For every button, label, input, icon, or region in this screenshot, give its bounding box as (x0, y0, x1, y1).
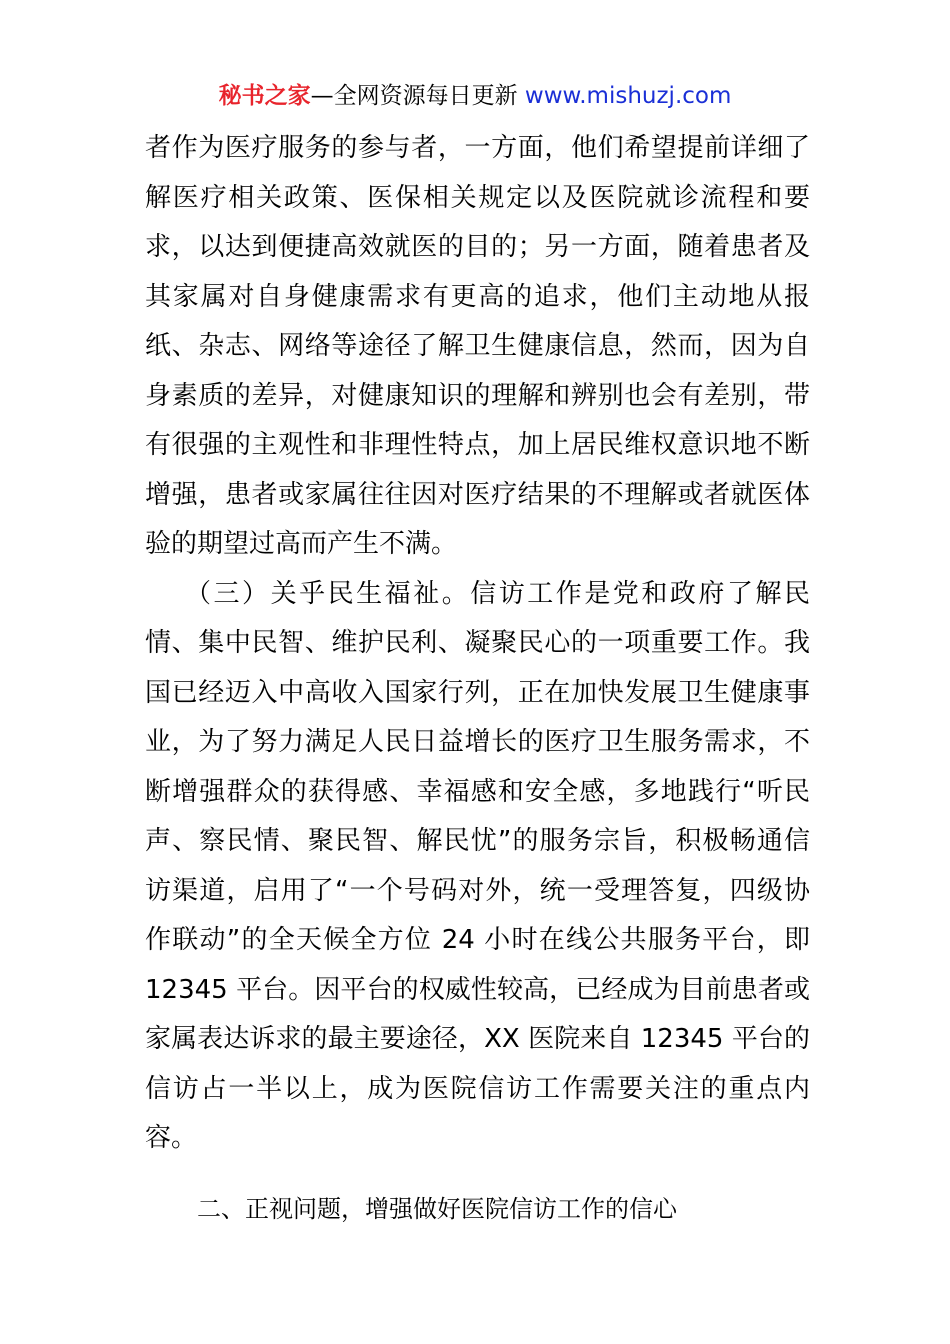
text-line: 家属表达诉求的最主要途径，XX 医院来自 12345 平台的 (145, 1024, 810, 1054)
text-line: 解医疗相关政策、医保相关规定以及医院就诊流程和要 (145, 182, 810, 213)
text-line: 国已经迈入中高收入国家行列，正在加快发展卫生健康事 (145, 677, 810, 708)
text-line: 断增强群众的获得感、幸福感和安全感，多地践行“听民 (145, 776, 810, 807)
text-line: 作联动”的全天候全方位 24 小时在线公共服务平台，即 (145, 925, 810, 955)
paragraph-public-welfare (145, 570, 810, 1164)
text-line: 12345 平台。因平台的权威性较高，已经成为目前患者或 (145, 974, 810, 1005)
text-line: （三）关乎民生福祉。信访工作是党和政府了解民 (185, 578, 810, 609)
header-tagline: —全网资源每日更新 (310, 83, 518, 109)
text-line: 声、察民情、聚民智、解民忧”的服务宗旨，积极畅通信 (145, 826, 810, 856)
text-line: 业，为了努力满足人民日益增长的医疗卫生服务需求，不 (145, 727, 810, 757)
text-line: 者作为医疗服务的参与者，一方面，他们希望提前详细了 (145, 133, 810, 163)
text-line: 访渠道，启用了“一个号码对外，统一受理答复，四级协 (145, 875, 810, 906)
text-line: 增强，患者或家属往往因对医疗结果的不理解或者就医体 (145, 479, 810, 510)
site-header (0, 80, 950, 112)
text-line: 有很强的主观性和非理性特点，加上居民维权意识地不断 (145, 430, 810, 460)
text-line: 求，以达到便捷高效就医的目的；另一方面，随着患者及 (145, 232, 810, 262)
text-line: 容。 (145, 1123, 198, 1153)
text-line: 情、集中民智、维护民利、凝聚民心的一项重要工作。我 (145, 628, 810, 658)
section-heading: 二、正视问题，增强做好医院信访工作的信心 (197, 1194, 677, 1223)
document-body (145, 124, 810, 1234)
paragraph-patient-expectations (145, 124, 810, 570)
text-line: 其家属对自身健康需求有更高的追求，他们主动地从报 (145, 281, 810, 312)
text-line: 信访占一半以上，成为医院信访工作需要关注的重点内 (145, 1073, 810, 1104)
text-line: 验的期望过高而产生不满。 (145, 529, 458, 559)
site-url[interactable]: www.mishuzj.com (524, 83, 732, 109)
text-line: 身素质的差异，对健康知识的理解和辨别也会有差别，带 (145, 380, 810, 411)
brand-name: 秘书之家 (218, 83, 311, 109)
text-line: 纸、杂志、网络等途径了解卫生健康信息，然而，因为自 (145, 331, 810, 361)
